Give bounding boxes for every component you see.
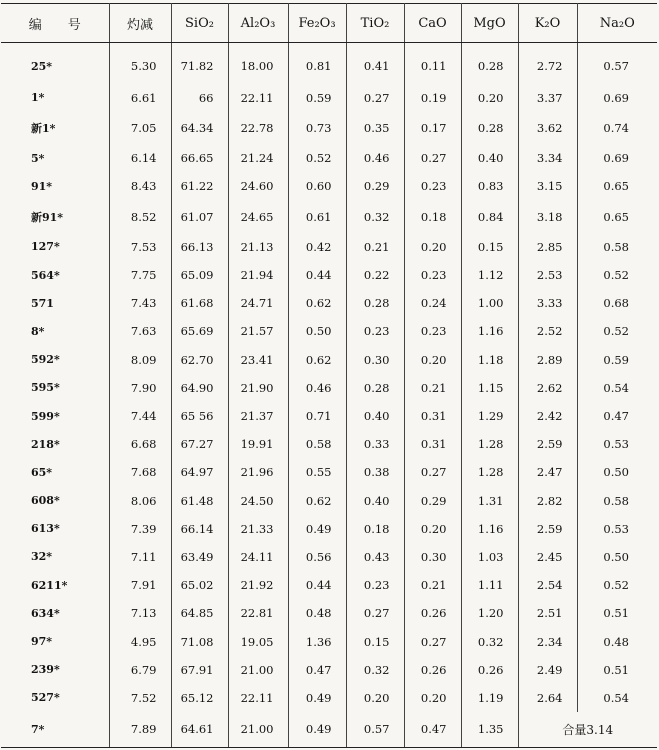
cell-fe2o3: 0.59 [288,84,346,112]
cell-cao: 0.27 [404,144,461,172]
cell-code: 32* [1,543,109,571]
table-row [1,317,657,345]
cell-cao: 0.26 [404,656,461,684]
cell-na2o: 0.50 [603,549,629,564]
cell-na2o: 0.65 [603,209,629,224]
cell-code: 595* [1,374,109,402]
cell-k2o: 3.37 [518,84,577,112]
cell-k2o: 2.82 [518,486,577,514]
cell-al2o3: 21.92 [228,571,288,599]
cell-fe2o3: 0.62 [288,486,346,514]
cell-al2o3: 24.60 [228,172,288,200]
cell-loss: 4.95 [109,627,171,655]
cell-sio2: 65.02 [171,571,228,599]
cell-tio2: 0.35 [346,112,404,144]
cell-fe2o3: 0.46 [288,374,346,402]
cell-na2o: 0.58 [603,239,629,254]
cell-tio2: 0.22 [346,261,404,289]
cell-code: 7* [1,712,109,748]
table-row [1,430,657,458]
cell-k2o: 3.33 [518,289,577,317]
cell-al2o3: 21.96 [228,458,288,486]
cell-loss: 6.68 [109,430,171,458]
cell-loss: 7.53 [109,233,171,261]
cell-sio2: 61.68 [171,289,228,317]
cell-loss: 6.14 [109,144,171,172]
cell-fe2o3: 0.62 [288,289,346,317]
cell-mgo: 1.12 [461,261,518,289]
cell-k2o: 2.49 [518,656,577,684]
cell-mgo: 0.20 [461,84,518,112]
cell-code: 564* [1,261,109,289]
table-row [1,712,657,748]
cell-fe2o3: 0.44 [288,261,346,289]
cell-k2o: 2.54 [518,571,577,599]
cell-k2o: 2.59 [518,515,577,543]
cell-cao: 0.19 [404,84,461,112]
cell-na2o: 0.52 [603,578,629,593]
cell-mgo: 1.03 [461,543,518,571]
cell-al2o3: 22.78 [228,112,288,144]
cell-cao: 0.27 [404,458,461,486]
table-row [1,486,657,514]
cell-mgo: 1.18 [461,346,518,374]
cell-al2o3: 24.71 [228,289,288,317]
cell-code: 571 [1,289,109,317]
cell-loss: 7.68 [109,458,171,486]
table-row [1,627,657,655]
cell-tio2: 0.27 [346,84,404,112]
cell-tio2: 0.21 [346,233,404,261]
cell-fe2o3: 0.52 [288,144,346,172]
cell-mgo: 1.19 [461,684,518,712]
cell-fe2o3: 0.60 [288,172,346,200]
table-row [1,684,657,712]
cell-na2o: 0.74 [603,121,629,136]
cell-cao: 0.23 [404,261,461,289]
cell-sio2: 67.91 [171,656,228,684]
cell-loss: 7.05 [109,112,171,144]
cell-code: 613* [1,515,109,543]
cell-loss: 7.63 [109,317,171,345]
table-row [1,43,657,84]
cell-al2o3: 24.65 [228,201,288,233]
cell-fe2o3: 0.48 [288,599,346,627]
table-row [1,458,657,486]
cell-fe2o3: 0.62 [288,346,346,374]
cell-mgo: 1.28 [461,430,518,458]
cell-mgo: 0.28 [461,43,518,84]
cell-sio2: 64.97 [171,458,228,486]
cell-al2o3: 21.90 [228,374,288,402]
table-row [1,543,657,571]
cell-sio2: 61.07 [171,201,228,233]
cell-loss: 7.75 [109,261,171,289]
cell-na2o: 0.57 [603,59,629,74]
cell-k2o: 2.53 [518,261,577,289]
cell-tio2: 0.18 [346,515,404,543]
cell-k2o: 3.34 [518,144,577,172]
cell-na2o: 0.69 [603,151,629,166]
table-row [1,172,657,200]
cell-cao: 0.21 [404,374,461,402]
header-tio2: TiO₂ [346,4,404,43]
cell-cao: 0.23 [404,317,461,345]
cell-loss: 7.52 [109,684,171,712]
cell-na2o: 0.48 [603,634,629,649]
cell-al2o3: 19.91 [228,430,288,458]
cell-fe2o3: 0.50 [288,317,346,345]
header-cao: CaO [404,4,461,43]
cell-fe2o3: 1.36 [288,627,346,655]
cell-al2o3: 22.11 [228,84,288,112]
cell-mgo: 1.28 [461,458,518,486]
cell-code: 634* [1,599,109,627]
cell-sio2: 61.22 [171,172,228,200]
cell-sio2: 66.65 [171,144,228,172]
cell-k2o: 2.52 [518,317,577,345]
header-mgo: MgO [461,4,518,43]
cell-na2o: 0.47 [603,409,629,423]
table-row [1,599,657,627]
header-loss: 灼减 [109,4,171,43]
cell-tio2: 0.15 [346,627,404,655]
cell-loss: 7.89 [109,712,171,748]
cell-loss: 7.39 [109,515,171,543]
cell-sio2: 62.70 [171,346,228,374]
cell-al2o3: 22.81 [228,599,288,627]
cell-loss: 8.43 [109,172,171,200]
cell-mgo: 1.35 [461,712,518,748]
cell-sio2: 64.85 [171,599,228,627]
cell-code: 592* [1,346,109,374]
table-row [1,346,657,374]
cell-mgo: 1.31 [461,486,518,514]
cell-cao: 0.17 [404,112,461,144]
table-row [1,144,657,172]
cell-loss: 7.11 [109,543,171,571]
cell-mgo: 0.32 [461,627,518,655]
table-row [1,374,657,402]
cell-cao: 0.20 [404,346,461,374]
cell-fe2o3: 0.61 [288,201,346,233]
cell-cao: 0.11 [404,43,461,84]
table-row [1,261,657,289]
cell-k2o: 2.34 [518,627,577,655]
cell-al2o3: 21.00 [228,712,288,748]
cell-loss: 7.13 [109,599,171,627]
cell-al2o3: 21.13 [228,233,288,261]
cell-sio2: 66.13 [171,233,228,261]
cell-cao: 0.31 [404,430,461,458]
cell-na2o: 0.54 [603,690,629,705]
cell-code: 新1* [1,112,109,144]
cell-al2o3: 21.00 [228,656,288,684]
cell-tio2: 0.38 [346,458,404,486]
cell-loss: 7.91 [109,571,171,599]
cell-mgo: 1.11 [461,571,518,599]
table-row [1,515,657,543]
cell-tio2: 0.32 [346,201,404,233]
cell-sio2: 61.48 [171,486,228,514]
cell-fe2o3: 0.58 [288,430,346,458]
cell-k2o: 2.51 [518,599,577,627]
cell-loss: 7.44 [109,402,171,430]
cell-al2o3: 18.00 [228,43,288,84]
cell-mgo: 1.16 [461,515,518,543]
cell-k2o: 2.85 [518,233,577,261]
cell-code: 6211* [1,571,109,599]
cell-loss: 7.43 [109,289,171,317]
cell-loss: 5.30 [109,43,171,84]
cell-k2o: 3.62 [518,112,577,144]
cell-loss: 6.79 [109,656,171,684]
table-body [1,43,657,748]
cell-al2o3: 19.05 [228,627,288,655]
table-row [1,656,657,684]
cell-fe2o3: 0.49 [288,684,346,712]
cell-code: 608* [1,486,109,514]
cell-al2o3: 24.11 [228,543,288,571]
cell-tio2: 0.29 [346,172,404,200]
cell-tio2: 0.20 [346,684,404,712]
header-sio2: SiO₂ [171,4,228,43]
cell-sio2: 64.90 [171,374,228,402]
cell-code: 127* [1,233,109,261]
cell-cao: 0.20 [404,515,461,543]
cell-cao: 0.20 [404,233,461,261]
header-al2o3: Al₂O₃ [228,4,288,43]
cell-mgo: 1.20 [461,599,518,627]
cell-mgo: 0.84 [461,201,518,233]
cell-k2o: 2.59 [518,430,577,458]
table-row [1,289,657,317]
cell-code: 1* [1,84,109,112]
cell-sio2: 67.27 [171,430,228,458]
cell-k2o: 2.45 [518,543,577,571]
header-na2o: Na₂O [577,4,657,43]
cell-fe2o3: 0.56 [288,543,346,571]
cell-cao: 0.21 [404,571,461,599]
cell-code: 65* [1,458,109,486]
cell-al2o3: 21.33 [228,515,288,543]
cell-mgo: 0.83 [461,172,518,200]
cell-code: 5* [1,144,109,172]
cell-cao: 0.23 [404,172,461,200]
cell-sio2: 65.09 [171,261,228,289]
cell-na2o: 0.50 [603,465,629,480]
cell-cao: 0.31 [404,402,461,430]
table-row [1,84,657,112]
cell-code: 97* [1,627,109,655]
cell-al2o3: 21.37 [228,402,288,430]
cell-k2o: 2.64 [518,684,577,712]
cell-mgo: 1.15 [461,374,518,402]
cell-k2o: 2.42 [518,402,577,430]
cell-al2o3: 21.94 [228,261,288,289]
cell-mgo: 1.16 [461,317,518,345]
cell-code: 25* [1,43,109,84]
cell-tio2: 0.57 [346,712,404,748]
cell-sio2: 71.08 [171,627,228,655]
cell-k2o: 2.89 [518,346,577,374]
cell-k2o-na2o-combined: 合量3.14 [518,712,657,748]
cell-k2o: 2.62 [518,374,577,402]
cell-na2o: 0.53 [603,437,629,452]
cell-sio2: 71.82 [171,43,228,84]
cell-tio2: 0.40 [346,486,404,514]
cell-na2o: 0.52 [603,324,629,339]
header-code: 编号 [1,4,109,43]
cell-al2o3: 23.41 [228,346,288,374]
cell-tio2: 0.40 [346,402,404,430]
cell-fe2o3: 0.47 [288,656,346,684]
cell-fe2o3: 0.49 [288,515,346,543]
cell-code: 527* [1,684,109,712]
cell-tio2: 0.32 [346,656,404,684]
header-k2o: K₂O [518,4,577,43]
cell-sio2: 65.12 [171,684,228,712]
cell-na2o: 0.59 [603,352,629,367]
cell-loss: 6.61 [109,84,171,112]
cell-sio2: 66 [171,84,228,112]
cell-k2o: 3.18 [518,201,577,233]
cell-fe2o3: 0.49 [288,712,346,748]
cell-na2o: 0.58 [603,493,629,508]
cell-fe2o3: 0.81 [288,43,346,84]
header-row [1,4,657,43]
cell-code: 新91* [1,201,109,233]
header-fe2o3: Fe₂O₃ [288,4,346,43]
cell-sio2: 66.14 [171,515,228,543]
cell-mgo: 1.29 [461,402,518,430]
cell-tio2: 0.23 [346,317,404,345]
cell-loss: 8.06 [109,486,171,514]
table-row [1,571,657,599]
cell-k2o: 2.47 [518,458,577,486]
cell-na2o: 0.69 [603,90,629,105]
cell-na2o: 0.51 [603,606,629,621]
cell-sio2: 65 56 [171,402,228,430]
cell-al2o3: 21.57 [228,317,288,345]
cell-na2o: 0.65 [603,179,629,194]
cell-sio2: 65.69 [171,317,228,345]
cell-cao: 0.20 [404,684,461,712]
cell-code: 239* [1,656,109,684]
cell-code: 218* [1,430,109,458]
cell-na2o: 0.52 [603,268,629,283]
cell-tio2: 0.43 [346,543,404,571]
cell-mgo: 0.40 [461,144,518,172]
table-row [1,402,657,430]
cell-na2o: 0.68 [603,296,629,311]
cell-al2o3: 24.50 [228,486,288,514]
cell-k2o: 3.15 [518,172,577,200]
cell-na2o: 0.53 [603,521,629,536]
cell-sio2: 64.61 [171,712,228,748]
cell-tio2: 0.28 [346,374,404,402]
cell-al2o3: 21.24 [228,144,288,172]
cell-loss: 7.90 [109,374,171,402]
cell-mgo: 1.00 [461,289,518,317]
table-row [1,201,657,233]
cell-cao: 0.24 [404,289,461,317]
cell-mgo: 0.26 [461,656,518,684]
cell-na2o: 0.54 [603,380,629,395]
cell-loss: 8.09 [109,346,171,374]
cell-tio2: 0.30 [346,346,404,374]
cell-tio2: 0.27 [346,599,404,627]
cell-cao: 0.27 [404,627,461,655]
oxide-composition-table [1,3,657,748]
cell-loss: 8.52 [109,201,171,233]
cell-tio2: 0.23 [346,571,404,599]
cell-mgo: 0.28 [461,112,518,144]
cell-fe2o3: 0.73 [288,112,346,144]
cell-cao: 0.29 [404,486,461,514]
cell-tio2: 0.28 [346,289,404,317]
cell-code: 599* [1,402,109,430]
cell-cao: 0.47 [404,712,461,748]
cell-na2o: 0.51 [603,662,629,677]
cell-k2o: 2.72 [518,43,577,84]
cell-code: 8* [1,317,109,345]
cell-fe2o3: 0.44 [288,571,346,599]
cell-sio2: 63.49 [171,543,228,571]
cell-tio2: 0.46 [346,144,404,172]
cell-sio2: 64.34 [171,112,228,144]
cell-fe2o3: 0.55 [288,458,346,486]
cell-code: 91* [1,172,109,200]
cell-cao: 0.30 [404,543,461,571]
cell-al2o3: 22.11 [228,684,288,712]
table-row [1,233,657,261]
cell-fe2o3: 0.42 [288,233,346,261]
table-row [1,112,657,144]
cell-cao: 0.26 [404,599,461,627]
cell-cao: 0.18 [404,201,461,233]
cell-fe2o3: 0.71 [288,402,346,430]
cell-tio2: 0.33 [346,430,404,458]
cell-mgo: 0.15 [461,233,518,261]
cell-tio2: 0.41 [346,43,404,84]
